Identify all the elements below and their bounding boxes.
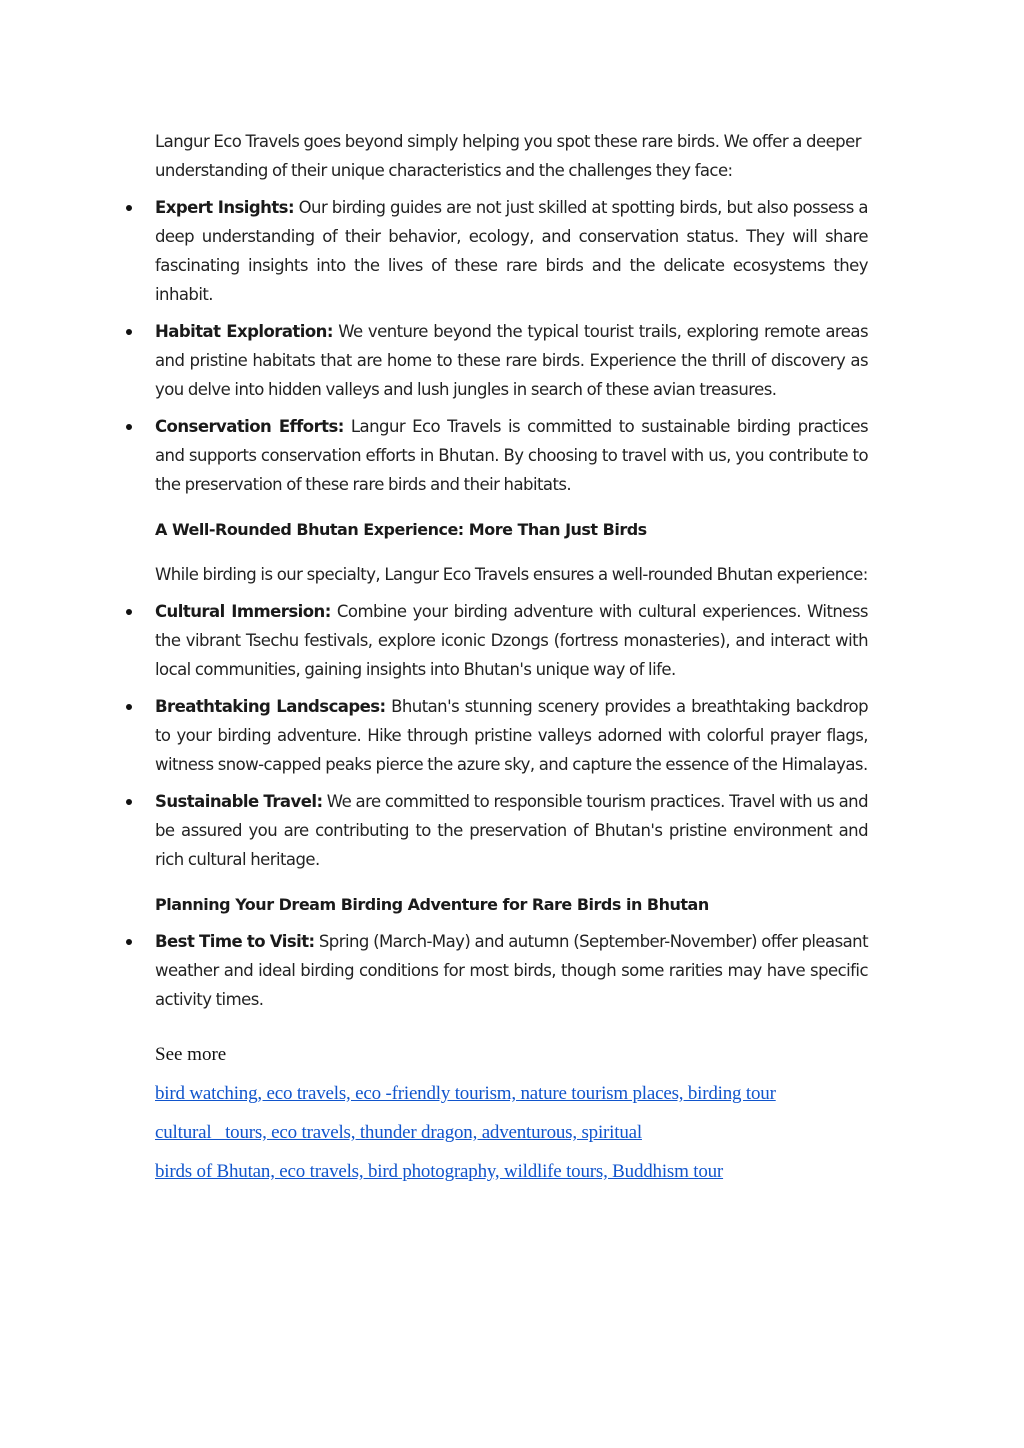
features-list bbox=[155, 193, 868, 499]
list-item-term: Sustainable Travel: bbox=[155, 792, 323, 811]
list-item-text: Langur Eco Travels is committed to sustainable birding practices and supports conservation efforts in Bhutan. By choosing to travel with us, you contribute to the preservation of these rare birds and their habitats. bbox=[155, 417, 868, 494]
list-item-term: Conservation Efforts: bbox=[155, 417, 344, 436]
list-item-text: Our birding guides are not just skilled at spotting birds, but also possess a deep understanding of their behavior, ecology, and conservation status. They will share fascinating insights into the lives of these rare birds and the delicate ecosystems they inhabit. bbox=[155, 198, 868, 304]
list-item bbox=[155, 597, 868, 684]
list-item-text: We are committed to responsible tourism practices. Travel with us and be assured you are contributing to the preservation of Bhutan's pristine environment and rich cultural heritage. bbox=[155, 792, 868, 869]
tag-link[interactable]: cultural tours, eco travels, thunder dragon, adventurous, spiritual bbox=[155, 1122, 642, 1143]
list-item bbox=[155, 412, 868, 499]
list-item bbox=[155, 927, 868, 1014]
list-item-text: Spring (March-May) and autumn (September-November) offer pleasant weather and ideal birding conditions for most birds, though some rarities may have specific activity times. bbox=[155, 932, 869, 1009]
list-item-text: We venture beyond the typical tourist trails, exploring remote areas and pristine habitats that are home to these rare birds. Experience the thrill of discovery as you delve into hidden valleys and lush jungles in search of these avian treasures. bbox=[155, 322, 868, 399]
list-item bbox=[155, 193, 868, 309]
list-item bbox=[155, 692, 868, 779]
see-more-label: See more bbox=[155, 1044, 227, 1065]
list-item-text: Combine your birding adventure with cultural experiences. Witness the vibrant Tsechu festivals, explore iconic Dzongs (fortress monasteries), and interact with local communities, gaining insights into Bhutan's unique way of life. bbox=[155, 602, 868, 679]
tag-link[interactable]: bird watching, eco travels, eco -friendly tourism, nature tourism places, birding tour bbox=[155, 1083, 776, 1104]
planning-list bbox=[155, 927, 868, 1014]
tag-link[interactable]: birds of Bhutan, eco travels, bird photography, wildlife tours, Buddhism tour bbox=[155, 1161, 724, 1182]
section-heading: A Well-Rounded Bhutan Experience: More Than Just Birds bbox=[155, 520, 647, 539]
document-page bbox=[155, 127, 868, 1185]
section-heading: Planning Your Dream Birding Adventure for Rare Birds in Bhutan bbox=[155, 895, 709, 914]
list-item-term: Cultural Immersion: bbox=[155, 602, 331, 621]
list-item-term: Habitat Exploration: bbox=[155, 322, 333, 341]
experience-list bbox=[155, 597, 868, 874]
section-intro-paragraph: While birding is our specialty, Langur Eco Travels ensures a well-rounded Bhutan experience: bbox=[155, 565, 868, 584]
list-item-term: Best Time to Visit: bbox=[155, 932, 315, 951]
list-item-term: Breathtaking Landscapes: bbox=[155, 697, 386, 716]
list-item bbox=[155, 317, 868, 404]
list-item-text: Bhutan's stunning scenery provides a breathtaking backdrop to your birding adventure. Hike through pristine valleys adorned with colorful prayer flags, witness snow-capped peaks pierce the azure sky, and capture the essence of the Himalayas. bbox=[155, 697, 868, 774]
intro-paragraph: Langur Eco Travels goes beyond simply helping you spot these rare birds. We offer a deeper understanding of their unique characteristics and the challenges they face: bbox=[155, 132, 861, 180]
list-item bbox=[155, 787, 868, 874]
list-item-term: Expert Insights: bbox=[155, 198, 295, 217]
